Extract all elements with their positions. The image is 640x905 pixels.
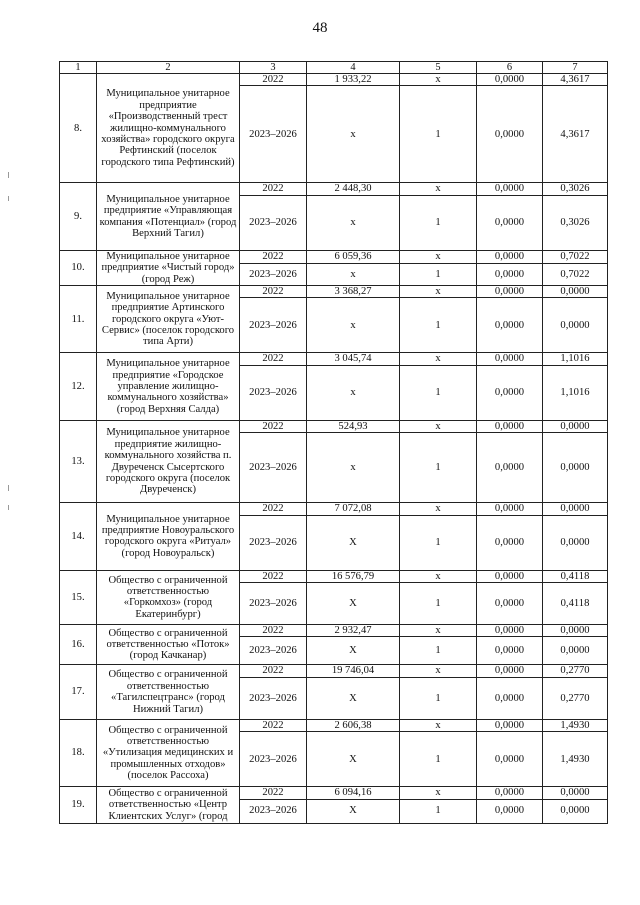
value-cell: 0,0000 [477, 250, 543, 263]
value-cell: 2 448,30 [307, 183, 400, 195]
value-cell: х [400, 625, 477, 637]
value-cell: 2022 [240, 625, 307, 637]
value-cell: 0,0000 [477, 637, 543, 665]
value-cell: 524,93 [307, 420, 400, 432]
value-cell: Х [307, 732, 400, 787]
value-cell: 2023–2026 [240, 677, 307, 719]
value-cell: 1 [400, 263, 477, 286]
value-cell: 2023–2026 [240, 799, 307, 823]
value-cell: 2023–2026 [240, 365, 307, 420]
value-cell: 2023–2026 [240, 515, 307, 570]
value-cell: 4,3617 [543, 74, 608, 86]
value-cell: х [400, 286, 477, 298]
table-row [60, 787, 608, 799]
value-cell: 0,3026 [543, 183, 608, 195]
value-cell: 1 [400, 799, 477, 823]
value-cell: 1 [400, 298, 477, 353]
value-cell: 0,0000 [477, 195, 543, 250]
table-row [60, 570, 608, 582]
row-number-cell: 12. [60, 353, 97, 420]
row-number-cell: 10. [60, 250, 97, 285]
column-header: 7 [543, 62, 608, 74]
value-cell: 0,0000 [477, 86, 543, 183]
value-cell: 16 576,79 [307, 570, 400, 582]
column-header: 5 [400, 62, 477, 74]
organization-name-cell: Общество с ограниченной ответственностью «Центр Клиентских Услуг» (город [97, 787, 240, 823]
value-cell: 0,0000 [477, 298, 543, 353]
value-cell: х [307, 263, 400, 286]
value-cell: 2022 [240, 570, 307, 582]
value-cell: 2023–2026 [240, 195, 307, 250]
value-cell: х [400, 183, 477, 195]
value-cell: 0,0000 [477, 719, 543, 731]
column-header: 1 [60, 62, 97, 74]
value-cell: 0,0000 [477, 286, 543, 298]
value-cell: 0,0000 [477, 263, 543, 286]
organization-name-cell: Муниципальное унитарное предприятие «Городское управление жилищно-коммунального хозяйства» (город Верхняя Салда) [97, 353, 240, 420]
value-cell: 0,0000 [543, 433, 608, 503]
value-cell: 2022 [240, 665, 307, 677]
value-cell: 2023–2026 [240, 637, 307, 665]
value-cell: 6 059,36 [307, 250, 400, 263]
row-number-cell: 17. [60, 665, 97, 719]
row-number-cell: 14. [60, 503, 97, 570]
value-cell: 0,0000 [543, 420, 608, 432]
value-cell: 1 [400, 433, 477, 503]
value-cell: 0,0000 [543, 799, 608, 823]
table-row [60, 503, 608, 515]
value-cell: 1 [400, 677, 477, 719]
value-cell: 1 [400, 365, 477, 420]
value-cell: х [400, 719, 477, 731]
table-row [60, 719, 608, 731]
value-cell: х [307, 433, 400, 503]
value-cell: 2022 [240, 74, 307, 86]
value-cell: 0,0000 [477, 787, 543, 799]
value-cell: 1,1016 [543, 365, 608, 420]
value-cell: 0,0000 [477, 183, 543, 195]
value-cell: 0,0000 [477, 365, 543, 420]
value-cell: 2023–2026 [240, 583, 307, 625]
organization-name-cell: Общество с ограниченной ответственностью «Горкомхоз» (город Екатеринбург) [97, 570, 240, 624]
organization-name-cell: Муниципальное унитарное предприятие «Управляющая компания «Потенциал» (город Верхний Тагил) [97, 183, 240, 250]
value-cell: 0,2770 [543, 665, 608, 677]
row-number-cell: 8. [60, 74, 97, 183]
organization-name-cell: Муниципальное унитарное предприятие жилищно-коммунального хозяйства п. Двуреченск Сысертского городского округа (поселок Двуреченск) [97, 420, 240, 502]
column-header: 3 [240, 62, 307, 74]
margin-mark [8, 196, 9, 201]
value-cell: 2023–2026 [240, 263, 307, 286]
value-cell: 1 [400, 732, 477, 787]
column-header: 2 [97, 62, 240, 74]
value-cell: Х [307, 637, 400, 665]
row-number-cell: 16. [60, 625, 97, 665]
value-cell: 2023–2026 [240, 298, 307, 353]
value-cell: х [307, 365, 400, 420]
value-cell: 2022 [240, 420, 307, 432]
value-cell: Х [307, 515, 400, 570]
organization-name-cell: Муниципальное унитарное предприятие «Чистый город» (город Реж) [97, 250, 240, 285]
column-header: 4 [307, 62, 400, 74]
value-cell: 0,0000 [543, 286, 608, 298]
value-cell: х [400, 787, 477, 799]
value-cell: 0,7022 [543, 263, 608, 286]
value-cell: 1,1016 [543, 353, 608, 365]
row-number-cell: 15. [60, 570, 97, 624]
value-cell: х [307, 195, 400, 250]
value-cell: 1 [400, 583, 477, 625]
page-number: 48 [312, 20, 328, 36]
value-cell: 0,0000 [477, 420, 543, 432]
value-cell: х [400, 353, 477, 365]
value-cell: 7 072,08 [307, 503, 400, 515]
value-cell: 2022 [240, 719, 307, 731]
value-cell: Х [307, 799, 400, 823]
value-cell: 0,0000 [477, 515, 543, 570]
row-number-cell: 13. [60, 420, 97, 502]
value-cell: х [400, 570, 477, 582]
value-cell: 2 606,38 [307, 719, 400, 731]
value-cell: 3 045,74 [307, 353, 400, 365]
value-cell: Х [307, 677, 400, 719]
value-cell: 2022 [240, 183, 307, 195]
value-cell: 2023–2026 [240, 732, 307, 787]
value-cell: 19 746,04 [307, 665, 400, 677]
margin-mark [8, 172, 9, 178]
value-cell: 1,4930 [543, 719, 608, 731]
value-cell: 0,7022 [543, 250, 608, 263]
table-row [60, 286, 608, 298]
value-cell: 0,0000 [543, 637, 608, 665]
value-cell: 0,0000 [543, 787, 608, 799]
value-cell: 2022 [240, 353, 307, 365]
value-cell: 0,0000 [477, 732, 543, 787]
organization-name-cell: Общество с ограниченной ответственностью «Тагилспецтранс» (город Нижний Тагил) [97, 665, 240, 719]
value-cell: 1 [400, 195, 477, 250]
value-cell: 4,3617 [543, 86, 608, 183]
value-cell: 1 933,22 [307, 74, 400, 86]
value-cell: 0,0000 [477, 433, 543, 503]
value-cell: 1 [400, 515, 477, 570]
value-cell: 2022 [240, 250, 307, 263]
value-cell: 2023–2026 [240, 86, 307, 183]
value-cell: 1 [400, 637, 477, 665]
organization-name-cell: Муниципальное унитарное предприятие Артинского городского округа «Уют-Сервис» (поселок городского типа Арти) [97, 286, 240, 353]
value-cell: 0,0000 [477, 503, 543, 515]
value-cell: 0,0000 [543, 503, 608, 515]
table-row [60, 625, 608, 637]
value-cell: 2022 [240, 787, 307, 799]
value-cell: 2023–2026 [240, 433, 307, 503]
organization-name-cell: Общество с ограниченной ответственностью «Утилизация медицинских и промышленных отходов» (поселок Рассоха) [97, 719, 240, 786]
value-cell: 0,0000 [477, 583, 543, 625]
row-number-cell: 18. [60, 719, 97, 786]
row-number-cell: 19. [60, 787, 97, 823]
value-cell: 0,2770 [543, 677, 608, 719]
table-row [60, 420, 608, 432]
column-header: 6 [477, 62, 543, 74]
value-cell: 6 094,16 [307, 787, 400, 799]
data-table [59, 61, 608, 824]
value-cell: х [400, 665, 477, 677]
row-number-cell: 9. [60, 183, 97, 250]
value-cell: 0,0000 [543, 625, 608, 637]
table-row [60, 74, 608, 86]
table-row [60, 665, 608, 677]
value-cell: 0,0000 [477, 665, 543, 677]
organization-name-cell: Общество с ограниченной ответственностью «Поток» (город Качканар) [97, 625, 240, 665]
value-cell: 2022 [240, 503, 307, 515]
value-cell: 0,3026 [543, 195, 608, 250]
organization-name-cell: Муниципальное унитарное предприятие Новоуральского городского округа «Ритуал» (город Новоуральск) [97, 503, 240, 570]
value-cell: 3 368,27 [307, 286, 400, 298]
margin-mark [8, 505, 9, 510]
value-cell: 2022 [240, 286, 307, 298]
organization-name-cell: Муниципальное унитарное предприятие «Производственный трест жилищно-коммунального хозяйства» городского округа Рефтинский (поселок городского типа Рефтинский) [97, 74, 240, 183]
row-number-cell: 11. [60, 286, 97, 353]
value-cell: 0,0000 [543, 515, 608, 570]
value-cell: 0,0000 [477, 625, 543, 637]
value-cell: 0,0000 [477, 353, 543, 365]
value-cell: 0,4118 [543, 583, 608, 625]
value-cell: 0,0000 [477, 74, 543, 86]
table-row [60, 183, 608, 195]
value-cell: Х [307, 583, 400, 625]
value-cell: х [400, 74, 477, 86]
value-cell: х [307, 86, 400, 183]
value-cell: 0,0000 [477, 677, 543, 719]
margin-mark [8, 485, 9, 491]
value-cell: х [400, 503, 477, 515]
value-cell: 2 932,47 [307, 625, 400, 637]
header-row [60, 62, 608, 74]
value-cell: 1,4930 [543, 732, 608, 787]
value-cell: 0,0000 [477, 570, 543, 582]
value-cell: 0,4118 [543, 570, 608, 582]
table-row [60, 250, 608, 263]
value-cell: х [400, 420, 477, 432]
value-cell: 1 [400, 86, 477, 183]
value-cell: 0,0000 [543, 298, 608, 353]
value-cell: 0,0000 [477, 799, 543, 823]
table-row [60, 353, 608, 365]
value-cell: х [307, 298, 400, 353]
value-cell: х [400, 250, 477, 263]
